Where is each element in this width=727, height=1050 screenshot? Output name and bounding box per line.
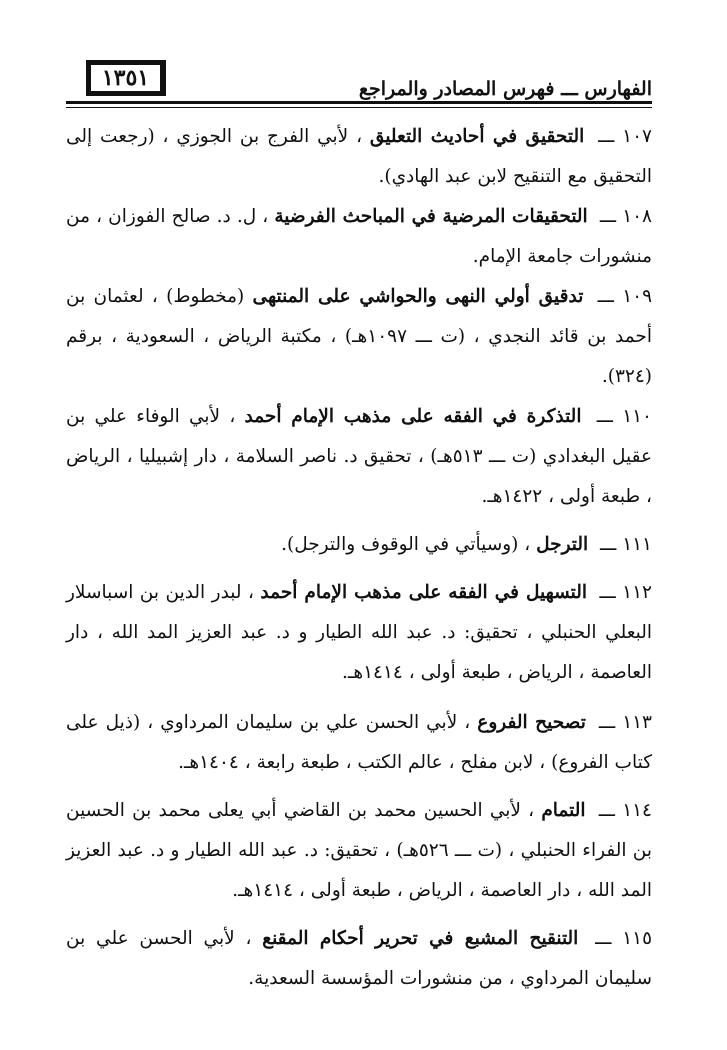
bibliography-entry [66, 397, 652, 517]
entry-title: التنقيح المشبع في تحرير أحكام المقنع [262, 928, 579, 949]
bibliography-entry [66, 703, 652, 783]
page-number-box [86, 60, 166, 96]
entry-title: الترجل [536, 534, 589, 555]
entry-title: التحقيق في أحاديث التعليق [369, 126, 585, 147]
entry-details: ، لأبي الحسن علي بن سليمان المرداوي ، (ذيل على كتاب الفروع) ، لابن مفلح ، عالم الكتب ، طبعة رابعة ، ١٤٠٤هـ. [66, 712, 652, 773]
bibliography-entry [66, 197, 652, 277]
header-rule-thin [66, 107, 652, 108]
bibliography-entry [66, 117, 652, 197]
entry-number: ١٠٧ ـــ [598, 126, 652, 147]
entry-details: ، لأبي الوفاء علي بن عقيل البغدادي (ت ـــ ٥١٣هـ) ، تحقيق د. ناصر السلامة ، دار إشبيليا ، الرياض ، طبعة أولى ، ١٤٢٢هـ. [66, 406, 652, 507]
entry-details: (مخطوط) ، لعثمان بن أحمد بن قائد النجدي ، (ت ـــ ١٠٩٧هـ) ، مكتبة الرياض ، السعودية ، برقم (٣٢٤). [66, 286, 652, 387]
entry-title: التحقيقات المرضية في المباحث الفرضية [274, 206, 588, 227]
entry-details: ، لأبي الحسن علي بن سليمان المرداوي ، من منشورات المؤسسة السعدية. [66, 928, 652, 989]
header-rule-thick [66, 101, 652, 104]
bibliography-entry [66, 919, 652, 999]
entry-title: التمام [541, 800, 586, 821]
running-title: الفهارس ـــ فهرس المصادر والمراجع [358, 78, 652, 100]
entry-number: ١١٠ ـــ [596, 406, 652, 427]
entry-details: ، ل. د. صالح الفوزان ، من منشورات جامعة الإمام. [66, 206, 652, 267]
bibliography-list [66, 117, 652, 999]
entry-number: ١٠٨ ـــ [599, 206, 652, 227]
entry-number: ١١٢ ـــ [599, 582, 652, 603]
bibliography-entry [66, 791, 652, 911]
page-number: ١٣٥١ [101, 65, 150, 91]
entry-number: ١٠٩ ـــ [597, 286, 653, 307]
entry-details: ، لأبي الفرج بن الجوزي ، (رجعت إلى التحقيق مع التنقيح لابن عبد الهادي). [66, 126, 652, 187]
bibliography-entry [66, 277, 652, 397]
entry-number: ١١٣ ـــ [598, 712, 652, 733]
entry-details: ، لأبي الحسين محمد بن القاضي أبي يعلى محمد بن الحسين بن الفراء الحنبلي ، (ت ـــ ٥٢٦هـ) ، تحقيق: د. عبد الله الطيار و د. عبد العزيز المد الله ، دار العاصمة ، الرياض ، طبعة أولى ، ١٤١٤هـ. [66, 800, 652, 901]
entry-title: تصحيح الفروع [477, 712, 586, 733]
entry-details: ، (وسيأتي في الوقوف والترجل). [281, 534, 531, 555]
entry-number: ١١١ ـــ [600, 534, 652, 555]
page-header [66, 52, 652, 108]
entry-number: ١١٤ ـــ [598, 800, 652, 821]
entry-title: التسهيل في الفقه على مذهب الإمام أحمد [260, 582, 587, 603]
bibliography-entry [66, 573, 652, 693]
entry-title: التذكرة في الفقه على مذهب الإمام أحمد [244, 406, 582, 427]
bibliography-entry [66, 525, 652, 565]
entry-details: ، لبدر الدين بن اسباسلار البعلي الحنبلي ، تحقيق: د. عبد الله الطيار و د. عبد العزيز المد الله ، دار العاصمة ، الرياض ، طبعة أولى ، ١٤١٤هـ. [66, 582, 652, 683]
entry-title: تدقيق أولي النهى والحواشي على المنتهى [252, 286, 584, 307]
entry-number: ١١٥ ـــ [595, 928, 653, 949]
